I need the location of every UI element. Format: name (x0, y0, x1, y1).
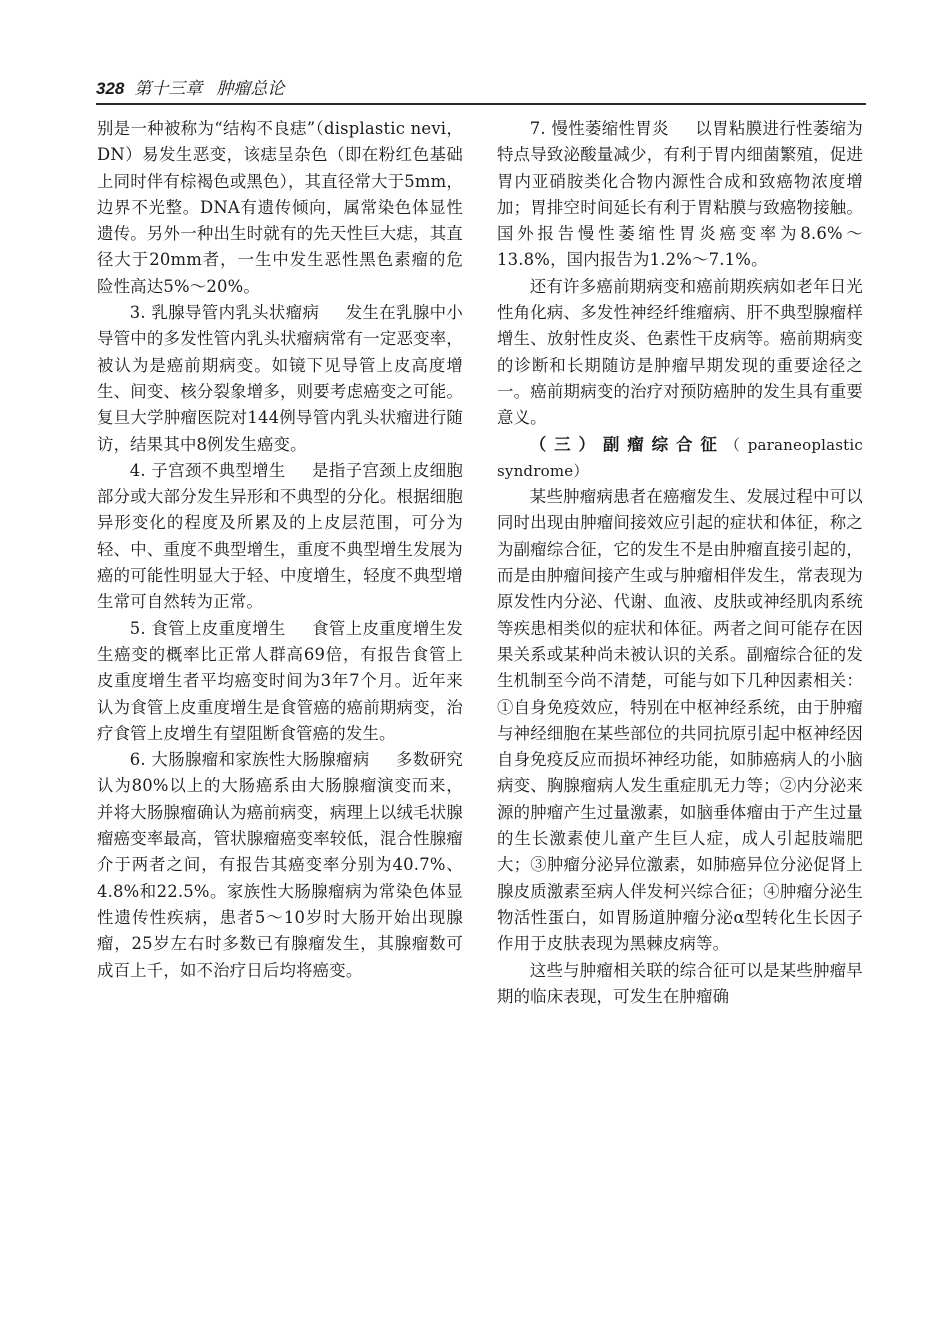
item-5-text: 食管上皮重度增生发生癌变的概率比正常人群高69倍，有报告食管上皮重度增生者平均癌变时间为3年7个月。近年来认为食管上皮重度增生是食管癌的癌前期病变，治疗食管上皮增生有望阻断食管癌的发生。 (97, 618, 463, 743)
page-number: 328 (96, 79, 125, 98)
item-4-text: 是指子宫颈上皮细胞部分或大部分发生异形和不典型的分化。根据细胞异形变化的程度及所累及的上皮层范围，可分为轻、中、重度不典型增生，重度不典型增生发展为癌的可能性明显大于轻、中度增生，轻度不典型增生常可自然转为正常。 (97, 460, 463, 612)
item-3-title: 3. 乳腺导管内乳头状瘤病 (129, 303, 320, 323)
item-5 (97, 616, 463, 747)
item-7-text: 以胃粘膜进行性萎缩为特点导致泌酸量减少，有利于胃内细菌繁殖，促进胃内亚硝胺类化合物内源性合成和致癌物浓度增加；胃排空时间延长有利于胃粘膜与致癌物接触。国外报告慢性萎缩性胃炎癌变率为8.6%～13.8%，国内报告为1.2%～7.1%。 (497, 119, 863, 270)
paragraph-more-lesions: 还有许多癌前期病变和癌前期疾病如老年日光性角化病、多发性神经纤维瘤病、肝不典型腺瘤样增生、放射性皮炎、色素性干皮病等。癌前期病变的诊断和长期随访是肿瘤早期发现的重要途径之一。癌前期病变的治疗对预防癌肿的发生具有重要意义。 (497, 276, 863, 428)
item-7-title: 7. 慢性萎缩性胃炎 (529, 119, 669, 138)
item-4-title: 4. 子宫颈不典型增生 (129, 460, 286, 480)
item-3-text: 发生在乳腺中小导管中的多发性管内乳头状瘤病常有一定恶变率，被认为是癌前期病变。如镜下见导管上皮高度增生、间变、核分裂象增多，则要考虑癌变之可能。复旦大学肿瘤医院对144例导管内乳头状瘤进行随访，结果其中8例发生癌变。 (97, 303, 463, 454)
right-column (497, 116, 863, 1010)
item-6 (97, 747, 463, 984)
section-english-title: （paraneoplastic syndrome） (497, 435, 863, 480)
section-title: （三）副瘤综合征 (529, 434, 725, 454)
paragraph-continued: 别是一种被称为“结构不良痣”（displastic nevi，DN）易发生恶变，该痣呈杂色（即在粉红色基础上同时伴有棕褐色或黑色），其直径常大于5mm，边界不光整。DNA有遗传倾向，属常染色体显性遗传。另外一种出生时就有的先天性巨大痣，其直径大于20mm者，一生中发生恶性黑色素瘤的危险性高达5%～20%。 (97, 119, 463, 296)
item-5-title: 5. 食管上皮重度增生 (129, 618, 286, 638)
running-header (96, 74, 866, 102)
left-column (97, 116, 463, 984)
header-rule (96, 103, 866, 105)
item-3 (97, 300, 463, 458)
paragraph-paraneoplastic-2: 这些与肿瘤相关联的综合征可以是某些肿瘤早期的临床表现，可发生在肿瘤确 (497, 960, 863, 1006)
item-7 (497, 116, 863, 274)
chapter-title: 肿瘤总论 (216, 79, 285, 99)
item-6-text: 多数研究认为80%以上的大肠癌系由大肠腺瘤演变而来，并将大肠腺瘤确认为癌前病变，病理上以绒毛状腺瘤癌变率最高，管状腺瘤癌变率较低，混合性腺瘤介于两者之间，有报告其癌变率分别为40.7%、4.8%和22.5%。家族性大肠腺瘤病为常染色体显性遗传性疾病，患者5～10岁时大肠开始出现腺瘤，25岁左右时多数已有腺瘤发生，其腺瘤数可成百上千，如不治疗日后均将癌变。 (97, 750, 463, 980)
chapter-number: 第十三章 (134, 79, 203, 99)
item-6-title: 6. 大肠腺瘤和家族性大肠腺瘤病 (129, 750, 370, 770)
item-4 (97, 458, 463, 616)
section-heading (497, 432, 863, 485)
paragraph-paraneoplastic-1: 某些肿瘤病患者在癌瘤发生、发展过程中可以同时出现由肿瘤间接效应引起的症状和体征，称之为副瘤综合征，它的发生不是由肿瘤直接引起的，而是由肿瘤间接产生或与肿瘤相伴发生，常表现为原发性内分泌、代谢、血液、皮肤或神经肌肉系统等疾患相类似的症状和体征。两者之间可能存在因果关系或某种尚未被认识的关系。副瘤综合征的发生机制至今尚不清楚，可能与如下几种因素相关：①自身免疫效应，特别在中枢神经系统，由于肿瘤与神经细胞在某些部位的共同抗原引起中枢神经因自身免疫反应而损坏神经功能，如肺癌病人的小脑病变、胸腺瘤病人发生重症肌无力等；②内分泌来源的肿瘤产生过量激素，如脑垂体瘤由于产生过量的生长激素使儿童产生巨人症，成人引起肢端肥大；③肿瘤分泌异位激素，如肺癌异位分泌促肾上腺皮质激素至病人伴发柯兴综合征；④肿瘤分泌生物活性蛋白，如胃肠道肿瘤分泌α型转化生长因子作用于皮肤表现为黑棘皮病等。 (497, 487, 863, 954)
